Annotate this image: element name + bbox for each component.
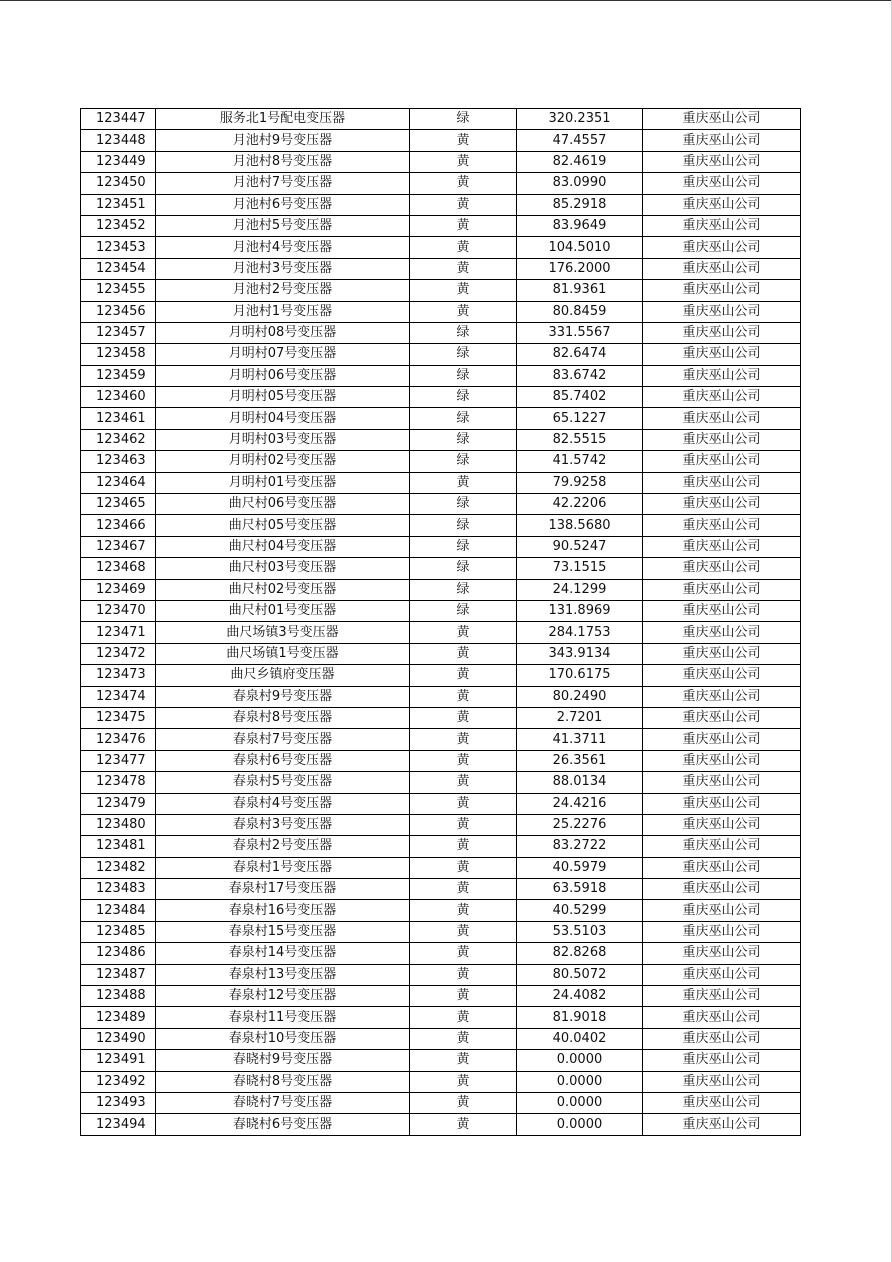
cell-transformer-name: 曲尺村03号变压器 bbox=[156, 558, 410, 579]
cell-company: 重庆巫山公司 bbox=[643, 173, 801, 194]
cell-transformer-name: 春泉村13号变压器 bbox=[156, 964, 410, 985]
cell-company: 重庆巫山公司 bbox=[643, 387, 801, 408]
cell-company: 重庆巫山公司 bbox=[643, 793, 801, 814]
cell-status-color: 黄 bbox=[410, 472, 517, 493]
cell-id: 123449 bbox=[81, 151, 156, 172]
cell-id: 123472 bbox=[81, 643, 156, 664]
table-row bbox=[81, 387, 801, 408]
cell-company: 重庆巫山公司 bbox=[643, 494, 801, 515]
cell-transformer-name: 春泉村5号变压器 bbox=[156, 772, 410, 793]
cell-company: 重庆巫山公司 bbox=[643, 301, 801, 322]
cell-company: 重庆巫山公司 bbox=[643, 322, 801, 343]
cell-company: 重庆巫山公司 bbox=[643, 429, 801, 450]
cell-id: 123457 bbox=[81, 322, 156, 343]
cell-value: 82.4619 bbox=[517, 151, 643, 172]
cell-status-color: 黄 bbox=[410, 622, 517, 643]
cell-transformer-name: 曲尺村01号变压器 bbox=[156, 600, 410, 621]
cell-value: 41.3711 bbox=[517, 729, 643, 750]
table-row bbox=[81, 579, 801, 600]
cell-value: 320.2351 bbox=[517, 109, 643, 130]
cell-status-color: 黄 bbox=[410, 1050, 517, 1071]
cell-value: 80.8459 bbox=[517, 301, 643, 322]
cell-id: 123489 bbox=[81, 1007, 156, 1028]
cell-transformer-name: 春泉村7号变压器 bbox=[156, 729, 410, 750]
cell-company: 重庆巫山公司 bbox=[643, 964, 801, 985]
table-row bbox=[81, 622, 801, 643]
table-body bbox=[81, 109, 801, 1136]
cell-transformer-name: 春泉村16号变压器 bbox=[156, 900, 410, 921]
cell-transformer-name: 曲尺村06号变压器 bbox=[156, 494, 410, 515]
cell-status-color: 黄 bbox=[410, 151, 517, 172]
cell-company: 重庆巫山公司 bbox=[643, 280, 801, 301]
cell-value: 138.5680 bbox=[517, 515, 643, 536]
table-row bbox=[81, 686, 801, 707]
cell-transformer-name: 月池村3号变压器 bbox=[156, 258, 410, 279]
cell-id: 123484 bbox=[81, 900, 156, 921]
cell-status-color: 黄 bbox=[410, 836, 517, 857]
cell-transformer-name: 春泉村1号变压器 bbox=[156, 857, 410, 878]
cell-transformer-name: 曲尺村05号变压器 bbox=[156, 515, 410, 536]
cell-company: 重庆巫山公司 bbox=[643, 109, 801, 130]
table-row bbox=[81, 707, 801, 728]
cell-id: 123454 bbox=[81, 258, 156, 279]
cell-status-color: 黄 bbox=[410, 258, 517, 279]
cell-status-color: 绿 bbox=[410, 494, 517, 515]
cell-id: 123450 bbox=[81, 173, 156, 194]
cell-value: 83.9649 bbox=[517, 215, 643, 236]
cell-id: 123479 bbox=[81, 793, 156, 814]
cell-transformer-name: 春泉村17号变压器 bbox=[156, 879, 410, 900]
cell-value: 0.0000 bbox=[517, 1071, 643, 1092]
cell-status-color: 绿 bbox=[410, 536, 517, 557]
cell-value: 65.1227 bbox=[517, 408, 643, 429]
cell-status-color: 黄 bbox=[410, 857, 517, 878]
cell-transformer-name: 春泉村9号变压器 bbox=[156, 686, 410, 707]
cell-value: 0.0000 bbox=[517, 1050, 643, 1071]
cell-id: 123487 bbox=[81, 964, 156, 985]
cell-company: 重庆巫山公司 bbox=[643, 750, 801, 771]
table-row bbox=[81, 494, 801, 515]
cell-status-color: 绿 bbox=[410, 408, 517, 429]
cell-company: 重庆巫山公司 bbox=[643, 1050, 801, 1071]
table-row bbox=[81, 258, 801, 279]
cell-value: 42.2206 bbox=[517, 494, 643, 515]
cell-company: 重庆巫山公司 bbox=[643, 921, 801, 942]
table-row bbox=[81, 344, 801, 365]
cell-transformer-name: 春晓村7号变压器 bbox=[156, 1092, 410, 1113]
table-row bbox=[81, 472, 801, 493]
table-row bbox=[81, 900, 801, 921]
table-row bbox=[81, 429, 801, 450]
cell-value: 82.5515 bbox=[517, 429, 643, 450]
table-row bbox=[81, 964, 801, 985]
cell-status-color: 绿 bbox=[410, 322, 517, 343]
table-row bbox=[81, 451, 801, 472]
cell-status-color: 黄 bbox=[410, 173, 517, 194]
table-row bbox=[81, 408, 801, 429]
cell-value: 24.4082 bbox=[517, 986, 643, 1007]
cell-transformer-name: 曲尺村04号变压器 bbox=[156, 536, 410, 557]
cell-company: 重庆巫山公司 bbox=[643, 707, 801, 728]
cell-status-color: 黄 bbox=[410, 643, 517, 664]
cell-transformer-name: 春泉村14号变压器 bbox=[156, 943, 410, 964]
cell-status-color: 黄 bbox=[410, 707, 517, 728]
cell-value: 80.5072 bbox=[517, 964, 643, 985]
cell-id: 123456 bbox=[81, 301, 156, 322]
cell-company: 重庆巫山公司 bbox=[643, 237, 801, 258]
cell-transformer-name: 春晓村8号变压器 bbox=[156, 1071, 410, 1092]
cell-status-color: 黄 bbox=[410, 215, 517, 236]
cell-id: 123471 bbox=[81, 622, 156, 643]
cell-value: 40.5979 bbox=[517, 857, 643, 878]
table-row bbox=[81, 536, 801, 557]
cell-company: 重庆巫山公司 bbox=[643, 472, 801, 493]
cell-id: 123482 bbox=[81, 857, 156, 878]
cell-transformer-name: 月明村08号变压器 bbox=[156, 322, 410, 343]
cell-value: 88.0134 bbox=[517, 772, 643, 793]
cell-transformer-name: 春泉村8号变压器 bbox=[156, 707, 410, 728]
cell-id: 123459 bbox=[81, 365, 156, 386]
cell-id: 123458 bbox=[81, 344, 156, 365]
cell-value: 0.0000 bbox=[517, 1114, 643, 1135]
cell-value: 63.5918 bbox=[517, 879, 643, 900]
cell-value: 85.7402 bbox=[517, 387, 643, 408]
cell-status-color: 绿 bbox=[410, 558, 517, 579]
cell-status-color: 绿 bbox=[410, 451, 517, 472]
cell-transformer-name: 月明村03号变压器 bbox=[156, 429, 410, 450]
table-row bbox=[81, 986, 801, 1007]
cell-value: 83.0990 bbox=[517, 173, 643, 194]
cell-id: 123480 bbox=[81, 814, 156, 835]
table-row bbox=[81, 643, 801, 664]
cell-company: 重庆巫山公司 bbox=[643, 665, 801, 686]
cell-value: 81.9018 bbox=[517, 1007, 643, 1028]
cell-id: 123483 bbox=[81, 879, 156, 900]
cell-id: 123447 bbox=[81, 109, 156, 130]
cell-transformer-name: 曲尺村02号变压器 bbox=[156, 579, 410, 600]
cell-value: 24.1299 bbox=[517, 579, 643, 600]
cell-status-color: 黄 bbox=[410, 237, 517, 258]
cell-company: 重庆巫山公司 bbox=[643, 1007, 801, 1028]
cell-transformer-name: 春泉村3号变压器 bbox=[156, 814, 410, 835]
table-row bbox=[81, 515, 801, 536]
cell-transformer-name: 曲尺乡镇府变压器 bbox=[156, 665, 410, 686]
cell-company: 重庆巫山公司 bbox=[643, 194, 801, 215]
cell-company: 重庆巫山公司 bbox=[643, 1028, 801, 1049]
cell-status-color: 绿 bbox=[410, 429, 517, 450]
cell-transformer-name: 月明村07号变压器 bbox=[156, 344, 410, 365]
cell-status-color: 黄 bbox=[410, 793, 517, 814]
cell-id: 123452 bbox=[81, 215, 156, 236]
cell-transformer-name: 月明村05号变压器 bbox=[156, 387, 410, 408]
cell-status-color: 绿 bbox=[410, 600, 517, 621]
cell-company: 重庆巫山公司 bbox=[643, 772, 801, 793]
cell-company: 重庆巫山公司 bbox=[643, 451, 801, 472]
cell-value: 40.0402 bbox=[517, 1028, 643, 1049]
cell-transformer-name: 月池村2号变压器 bbox=[156, 280, 410, 301]
cell-transformer-name: 曲尺场镇3号变压器 bbox=[156, 622, 410, 643]
table-row bbox=[81, 665, 801, 686]
cell-company: 重庆巫山公司 bbox=[643, 836, 801, 857]
cell-company: 重庆巫山公司 bbox=[643, 729, 801, 750]
cell-value: 104.5010 bbox=[517, 237, 643, 258]
cell-transformer-name: 月池村1号变压器 bbox=[156, 301, 410, 322]
table-row bbox=[81, 1114, 801, 1135]
cell-id: 123451 bbox=[81, 194, 156, 215]
cell-transformer-name: 月明村02号变压器 bbox=[156, 451, 410, 472]
cell-transformer-name: 春泉村4号变压器 bbox=[156, 793, 410, 814]
cell-value: 0.0000 bbox=[517, 1092, 643, 1113]
cell-value: 80.2490 bbox=[517, 686, 643, 707]
cell-id: 123473 bbox=[81, 665, 156, 686]
cell-transformer-name: 月池村7号变压器 bbox=[156, 173, 410, 194]
cell-status-color: 绿 bbox=[410, 515, 517, 536]
cell-value: 343.9134 bbox=[517, 643, 643, 664]
table-row bbox=[81, 772, 801, 793]
cell-company: 重庆巫山公司 bbox=[643, 879, 801, 900]
cell-id: 123490 bbox=[81, 1028, 156, 1049]
table-row bbox=[81, 280, 801, 301]
cell-company: 重庆巫山公司 bbox=[643, 600, 801, 621]
table-row bbox=[81, 921, 801, 942]
cell-id: 123475 bbox=[81, 707, 156, 728]
cell-value: 53.5103 bbox=[517, 921, 643, 942]
cell-transformer-name: 春晓村6号变压器 bbox=[156, 1114, 410, 1135]
cell-id: 123478 bbox=[81, 772, 156, 793]
cell-value: 82.6474 bbox=[517, 344, 643, 365]
cell-value: 73.1515 bbox=[517, 558, 643, 579]
cell-status-color: 黄 bbox=[410, 301, 517, 322]
cell-id: 123493 bbox=[81, 1092, 156, 1113]
cell-transformer-name: 月明村06号变压器 bbox=[156, 365, 410, 386]
cell-status-color: 黄 bbox=[410, 1028, 517, 1049]
cell-transformer-name: 月明村01号变压器 bbox=[156, 472, 410, 493]
table-row bbox=[81, 237, 801, 258]
cell-id: 123453 bbox=[81, 237, 156, 258]
cell-status-color: 黄 bbox=[410, 986, 517, 1007]
cell-status-color: 黄 bbox=[410, 964, 517, 985]
cell-status-color: 黄 bbox=[410, 1007, 517, 1028]
cell-value: 83.6742 bbox=[517, 365, 643, 386]
cell-status-color: 黄 bbox=[410, 879, 517, 900]
cell-id: 123485 bbox=[81, 921, 156, 942]
cell-value: 284.1753 bbox=[517, 622, 643, 643]
cell-status-color: 黄 bbox=[410, 943, 517, 964]
cell-company: 重庆巫山公司 bbox=[643, 536, 801, 557]
cell-transformer-name: 月池村9号变压器 bbox=[156, 130, 410, 151]
cell-id: 123492 bbox=[81, 1071, 156, 1092]
cell-transformer-name: 月池村5号变压器 bbox=[156, 215, 410, 236]
cell-status-color: 黄 bbox=[410, 921, 517, 942]
table-row bbox=[81, 301, 801, 322]
cell-status-color: 绿 bbox=[410, 365, 517, 386]
cell-company: 重庆巫山公司 bbox=[643, 344, 801, 365]
table-row bbox=[81, 1050, 801, 1071]
cell-company: 重庆巫山公司 bbox=[643, 515, 801, 536]
cell-value: 41.5742 bbox=[517, 451, 643, 472]
cell-id: 123481 bbox=[81, 836, 156, 857]
table-row bbox=[81, 836, 801, 857]
cell-value: 79.9258 bbox=[517, 472, 643, 493]
cell-transformer-name: 春泉村6号变压器 bbox=[156, 750, 410, 771]
cell-status-color: 黄 bbox=[410, 1114, 517, 1135]
cell-id: 123468 bbox=[81, 558, 156, 579]
cell-value: 170.6175 bbox=[517, 665, 643, 686]
cell-value: 47.4557 bbox=[517, 130, 643, 151]
cell-status-color: 黄 bbox=[410, 665, 517, 686]
cell-value: 331.5567 bbox=[517, 322, 643, 343]
table-row bbox=[81, 109, 801, 130]
cell-value: 2.7201 bbox=[517, 707, 643, 728]
cell-company: 重庆巫山公司 bbox=[643, 130, 801, 151]
cell-company: 重庆巫山公司 bbox=[643, 857, 801, 878]
cell-id: 123460 bbox=[81, 387, 156, 408]
cell-id: 123488 bbox=[81, 986, 156, 1007]
cell-transformer-name: 春泉村2号变压器 bbox=[156, 836, 410, 857]
cell-company: 重庆巫山公司 bbox=[643, 408, 801, 429]
table-row bbox=[81, 729, 801, 750]
cell-company: 重庆巫山公司 bbox=[643, 900, 801, 921]
cell-id: 123469 bbox=[81, 579, 156, 600]
cell-id: 123494 bbox=[81, 1114, 156, 1135]
cell-transformer-name: 春泉村12号变压器 bbox=[156, 986, 410, 1007]
cell-id: 123465 bbox=[81, 494, 156, 515]
cell-status-color: 绿 bbox=[410, 579, 517, 600]
cell-status-color: 黄 bbox=[410, 772, 517, 793]
cell-id: 123466 bbox=[81, 515, 156, 536]
cell-id: 123448 bbox=[81, 130, 156, 151]
cell-transformer-name: 曲尺场镇1号变压器 bbox=[156, 643, 410, 664]
cell-value: 26.3561 bbox=[517, 750, 643, 771]
cell-transformer-name: 服务北1号配电变压器 bbox=[156, 109, 410, 130]
cell-id: 123476 bbox=[81, 729, 156, 750]
table-row bbox=[81, 558, 801, 579]
cell-transformer-name: 月池村8号变压器 bbox=[156, 151, 410, 172]
table-row bbox=[81, 1092, 801, 1113]
cell-transformer-name: 月池村4号变压器 bbox=[156, 237, 410, 258]
cell-value: 176.2000 bbox=[517, 258, 643, 279]
cell-value: 81.9361 bbox=[517, 280, 643, 301]
cell-value: 24.4216 bbox=[517, 793, 643, 814]
cell-company: 重庆巫山公司 bbox=[643, 215, 801, 236]
cell-status-color: 黄 bbox=[410, 1092, 517, 1113]
cell-status-color: 黄 bbox=[410, 686, 517, 707]
cell-status-color: 黄 bbox=[410, 729, 517, 750]
cell-company: 重庆巫山公司 bbox=[643, 1071, 801, 1092]
cell-id: 123477 bbox=[81, 750, 156, 771]
cell-value: 85.2918 bbox=[517, 194, 643, 215]
cell-value: 25.2276 bbox=[517, 814, 643, 835]
table-row bbox=[81, 750, 801, 771]
cell-company: 重庆巫山公司 bbox=[643, 558, 801, 579]
table-row bbox=[81, 365, 801, 386]
cell-id: 123474 bbox=[81, 686, 156, 707]
table-row bbox=[81, 857, 801, 878]
table-row bbox=[81, 151, 801, 172]
cell-company: 重庆巫山公司 bbox=[643, 986, 801, 1007]
cell-status-color: 黄 bbox=[410, 194, 517, 215]
cell-status-color: 绿 bbox=[410, 387, 517, 408]
cell-status-color: 黄 bbox=[410, 280, 517, 301]
cell-transformer-name: 月池村6号变压器 bbox=[156, 194, 410, 215]
table-row bbox=[81, 814, 801, 835]
cell-company: 重庆巫山公司 bbox=[643, 1114, 801, 1135]
cell-company: 重庆巫山公司 bbox=[643, 814, 801, 835]
table-row bbox=[81, 1071, 801, 1092]
cell-id: 123461 bbox=[81, 408, 156, 429]
table-row bbox=[81, 879, 801, 900]
cell-company: 重庆巫山公司 bbox=[643, 643, 801, 664]
cell-transformer-name: 月明村04号变压器 bbox=[156, 408, 410, 429]
cell-id: 123463 bbox=[81, 451, 156, 472]
cell-transformer-name: 春泉村11号变压器 bbox=[156, 1007, 410, 1028]
cell-value: 40.5299 bbox=[517, 900, 643, 921]
table-row bbox=[81, 793, 801, 814]
cell-status-color: 黄 bbox=[410, 814, 517, 835]
cell-company: 重庆巫山公司 bbox=[643, 365, 801, 386]
cell-company: 重庆巫山公司 bbox=[643, 622, 801, 643]
table-row bbox=[81, 130, 801, 151]
cell-status-color: 绿 bbox=[410, 109, 517, 130]
cell-id: 123462 bbox=[81, 429, 156, 450]
cell-company: 重庆巫山公司 bbox=[643, 686, 801, 707]
cell-status-color: 绿 bbox=[410, 344, 517, 365]
cell-id: 123470 bbox=[81, 600, 156, 621]
cell-status-color: 黄 bbox=[410, 750, 517, 771]
cell-id: 123486 bbox=[81, 943, 156, 964]
cell-company: 重庆巫山公司 bbox=[643, 943, 801, 964]
cell-company: 重庆巫山公司 bbox=[643, 579, 801, 600]
cell-company: 重庆巫山公司 bbox=[643, 151, 801, 172]
cell-company: 重庆巫山公司 bbox=[643, 258, 801, 279]
cell-status-color: 黄 bbox=[410, 130, 517, 151]
table-row bbox=[81, 215, 801, 236]
table-row bbox=[81, 322, 801, 343]
table-row bbox=[81, 173, 801, 194]
cell-transformer-name: 春泉村15号变压器 bbox=[156, 921, 410, 942]
cell-transformer-name: 春泉村10号变压器 bbox=[156, 1028, 410, 1049]
table-row bbox=[81, 600, 801, 621]
table-row bbox=[81, 943, 801, 964]
cell-value: 90.5247 bbox=[517, 536, 643, 557]
cell-value: 82.8268 bbox=[517, 943, 643, 964]
cell-id: 123455 bbox=[81, 280, 156, 301]
cell-transformer-name: 春晓村9号变压器 bbox=[156, 1050, 410, 1071]
cell-value: 131.8969 bbox=[517, 600, 643, 621]
cell-company: 重庆巫山公司 bbox=[643, 1092, 801, 1113]
cell-status-color: 黄 bbox=[410, 900, 517, 921]
table-row bbox=[81, 1028, 801, 1049]
transformer-table bbox=[80, 108, 801, 1136]
cell-id: 123491 bbox=[81, 1050, 156, 1071]
page-top-rule bbox=[0, 0, 892, 1]
table-row bbox=[81, 1007, 801, 1028]
cell-id: 123464 bbox=[81, 472, 156, 493]
cell-status-color: 黄 bbox=[410, 1071, 517, 1092]
cell-value: 83.2722 bbox=[517, 836, 643, 857]
cell-id: 123467 bbox=[81, 536, 156, 557]
table-row bbox=[81, 194, 801, 215]
